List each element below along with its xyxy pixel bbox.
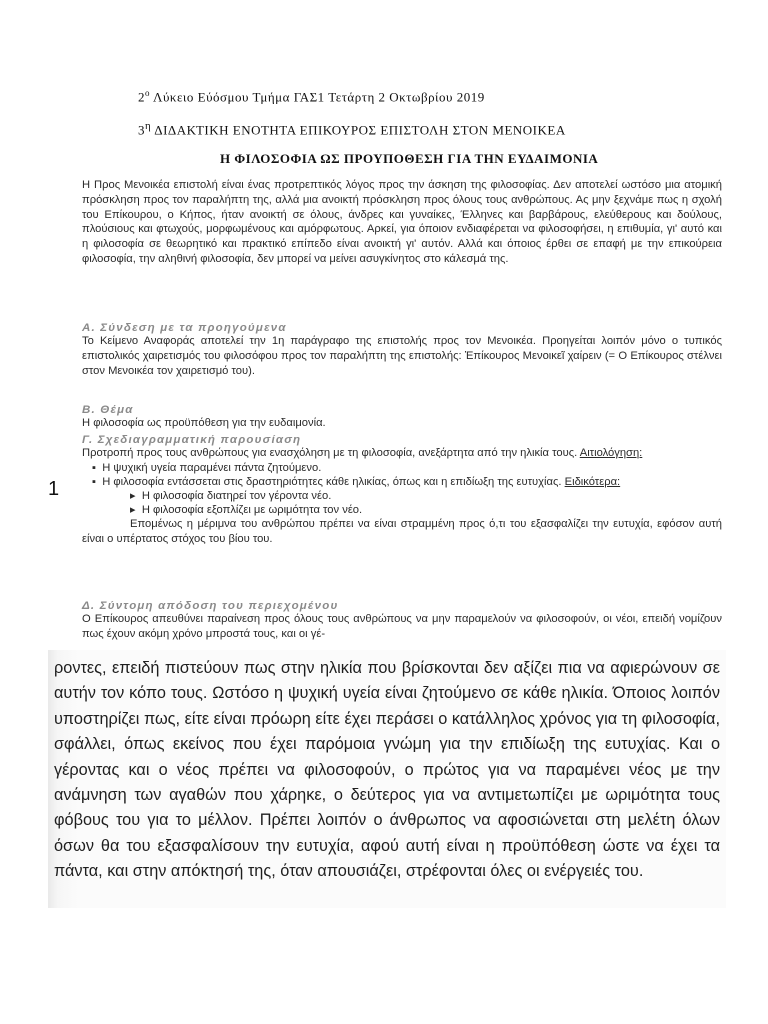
section-a <box>82 322 722 378</box>
header-line-1 <box>138 88 768 105</box>
section-b-text: Η φιλοσοφία ως προϋπόθεση για την ευδαιμονία. <box>82 417 326 429</box>
header-line-2-sup: η <box>145 120 152 132</box>
header-line-2-num: 3 <box>138 122 145 138</box>
header-line-2 <box>138 120 768 138</box>
section-d-text: Ο Επίκουρος απευθύνει παραίνεση προς όλους τους ανθρώπους να μην παραμελούν να φιλοσοφούν, οι νέοι, επειδή νομίζουν πως έχουν ακόμη χρόνο μπροστά τους, και οι γέ- <box>82 613 722 640</box>
bullet-2-text: Η φιλοσοφία εντάσσεται στις δραστηριότητες κάθε ηλικίας, όπως και η επιδίωξη της ευτυχίας. <box>102 475 562 488</box>
header-line-2-text: ΔΙΔΑΚΤΙΚΗ ΕΝΟΤΗΤΑ ΕΠΙΚΟΥΡΟΣ ΕΠΙΣΤΟΛΗ ΣΤΟΝ ΜΕΝΟΙΚΕΑ <box>151 122 566 138</box>
header-line-1-text: Λύκειο Εύόσμου Τμήμα ΓΑΣ1 Τετάρτη 2 Οκτωβρίου 2019 <box>150 89 485 105</box>
sub-bullet-1: ▸ Η φιλοσοφία διατηρεί τον γέροντα νέο. <box>130 489 332 502</box>
section-c-text <box>82 446 722 461</box>
section-c-intro: Προτροπή προς τους ανθρώπους για ενασχόληση με τη φιλοσοφία, ανεξάρτητα από την ηλικία τους. <box>82 447 578 459</box>
reason-label: Αιτιολόγηση: <box>579 447 643 459</box>
specific-label: Ειδικότερα: <box>564 475 621 488</box>
bullet-1: ▪ Η ψυχική υγεία παραμένει πάντα ζητούμενο. <box>92 461 322 474</box>
continuation-paragraph: ροντες, επειδή πιστεύουν πως στην ηλικία που βρίσκονται δεν αξίζει πια να αφιερώνουν σε αυτήν τον κόπο τους. Ωστόσο η ψυχική υγεία είναι ζητούμενο σε κάθε ηλικία. Όποιος λοιπόν υποστηρίζει πως, είτε είναι πρόωρη είτε έχει περάσει ο κατάλληλος χρόνος για τη φιλοσοφία, σφάλλει, όπως εκείνος που έχει παρόμοια γνώμη για την επιδίωξη της ευτυχίας. Και ο γέροντας και ο νέος πρέπει να φιλοσοφούν, ο πρώτος για να παραμένει νέος με την ανάμνηση των αγαθών που χάρηκε, ο δεύτερος για να αντιμετωπίζει με ωριμότητα τους φόβους του για το μέλλον. Πρέπει λοιπόν ο άνθρωπος να αφοσιώνεται στη μελέτη όλων όσων θα του εξασφαλίσουν την ευτυχία, αφού αυτή είναι η προϋπόθεση ώστε να έχει τα πάντα, και στην απόκτησή της, όταν απουσιάζει, στρέφονται όλες οι ενέργειές του. <box>54 659 720 881</box>
bullet-2: ▪ Η φιλοσοφία εντάσσεται στις δραστηριότητες κάθε ηλικίας, όπως και η επιδίωξη της ευτυχίας. Ειδικότερα: <box>92 475 621 488</box>
sub-bullet-2-text: Η φιλοσοφία εξοπλίζει με ωριμότητα τον νέο. <box>141 503 363 516</box>
section-c-conclusion: Επομένως η μέριμνα του ανθρώπου πρέπει να είναι στραμμένη προς ό,τι του εξασφαλίζει την ευτυχία, εφόσον αυτή είναι ο υπέρτατος στόχος του βίου του. <box>82 517 722 545</box>
intro-paragraph: Η Προς Μενοικέα επιστολή είναι ένας προτρεπτικός λόγος προς την άσκηση της φιλοσοφίας. Δεν αποτελεί ωστόσο μια ατομική πρόσκληση προς τον παραλήπτη της, αλλά μια ανοικτή πρόσκληση προς όλους τους ανθρώπους. Ας μην ξεχνάμε πως η σχολή του Επίκουρου, ο Κήπος, ήταν ανοικτή σε όλους, άνδρες και γυναίκες, Έλληνες και βαρβάρους, ελεύθερους και δούλους, πλούσιους και φτωχούς, μορφωμένους και αμόρφωτους. Αρκεί, για όποιον ενδιαφέρεται να φιλοσοφήσει, η επιθυμία, γι' αυτό και η φιλοσοφία σε θεωρητικό και πρακτικό επίπεδο είναι ανοικτή γι' αυτόν. Αλλά και όποιος έρθει σε επαφή με την επικούρεια φιλοσοφία, την αληθινή φιλοσοφία, δεν μπορεί να μείνει ασυγκίνητος στο κάλεσμά της. <box>82 179 722 265</box>
section-a-heading: Α. Σύνδεση με τα προηγούμενα <box>82 322 287 334</box>
intro-section <box>82 178 722 267</box>
section-a-text: Το Κείμενο Αναφοράς αποτελεί την 1η παράγραφο της επιστολής προς τον Μενοικέα. Προηγείται λοιπόν μόνο ο τυπικός επιστολικός χαιρετισμός του φιλοσόφου προς τον παραλήπτη της επιστολής: Ἐπίκουρος Μενοικεῖ χαίρειν (= Ο Επίκουρος στέλνει στον Μενοικέα τον χαιρετισμό του). <box>82 335 722 377</box>
sub-bullet-2: ▸ Η φιλοσοφία εξοπλίζει με ωριμότητα τον νέο. <box>130 503 363 516</box>
section-d-heading: Δ. Σύντομη απόδοση του περιεχομένου <box>82 600 339 612</box>
section-c-heading: Γ. Σχεδιαγραμματική παρουσίαση <box>82 434 302 446</box>
section-c <box>82 434 722 546</box>
section-d <box>82 600 722 642</box>
bullet-1-text: Η ψυχική υγεία παραμένει πάντα ζητούμενο. <box>102 461 322 474</box>
section-b <box>82 404 722 431</box>
header-line-1-num: 2 <box>138 89 145 105</box>
enlarged-text-scan <box>48 650 726 908</box>
header-line-1-sup: ο <box>145 88 150 98</box>
margin-number: 1 <box>48 478 60 500</box>
section-b-heading: Β. Θέμα <box>82 404 134 416</box>
document-title: Η ΦΙΛΟΣΟΦΙΑ ΩΣ ΠΡΟΥΠΟΘΕΣΗ ΓΙΑ ΤΗΝ ΕΥΔΑΙΜΟΝΙΑ <box>220 151 599 166</box>
sub-bullet-1-text: Η φιλοσοφία διατηρεί τον γέροντα νέο. <box>141 489 332 502</box>
